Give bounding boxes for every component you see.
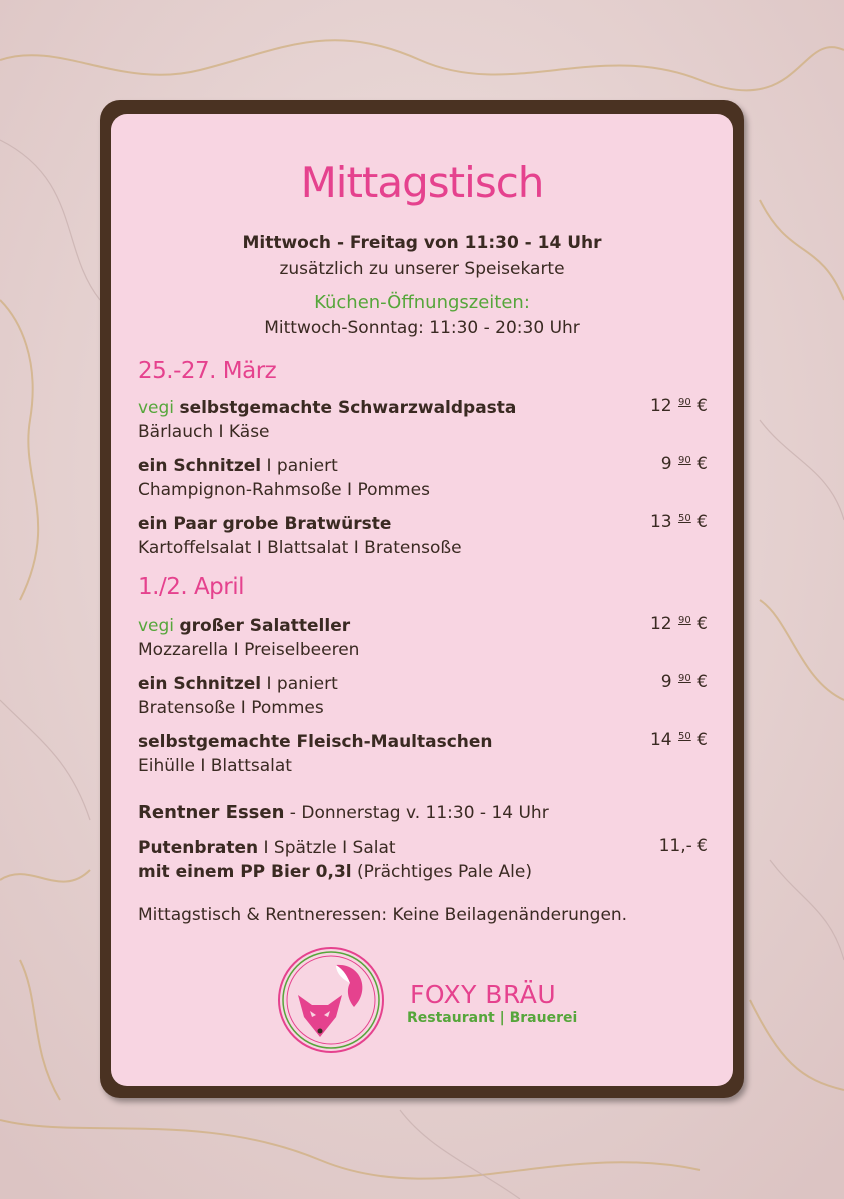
rentner-item: [138, 836, 708, 884]
footnote: Mittagstisch & Rentneressen: Keine Beilagenänderungen.: [138, 905, 628, 925]
menu-item: [138, 454, 708, 502]
kitchen-label: Küchen-Öffnungszeiten:: [314, 292, 530, 313]
rentner-heading: [138, 802, 549, 823]
item-price: 12 $^{90}$ €: [649, 614, 708, 634]
item-name: ein Paar grobe Bratwürste: [138, 514, 392, 534]
kitchen-hours: Mittwoch-Sonntag: 11:30 - 20:30 Uhr: [264, 318, 580, 338]
item-price: 14 $^{50}$ €: [649, 730, 708, 750]
page-title: Mittagstisch: [300, 158, 544, 207]
item-desc: Eihülle I Blattsalat: [138, 756, 292, 776]
logo-subtitle: Restaurant | Brauerei: [407, 1010, 578, 1026]
menu-item: [138, 672, 708, 720]
item-extra: I Spätzle I Salat: [258, 838, 396, 858]
item-desc: Bratensoße I Pommes: [138, 698, 324, 718]
logo-name: FOXY BRÄU: [410, 980, 557, 1009]
item-price: 12 $^{90}$ €: [649, 396, 708, 416]
date-heading-2: 1./2. April: [138, 574, 245, 600]
item-name: ein Schnitzel: [138, 456, 262, 476]
menu-item: [138, 614, 708, 662]
rentner-time: - Donnerstag v. 11:30 - 14 Uhr: [284, 803, 549, 823]
rentner-title: Rentner Essen: [138, 802, 285, 823]
item-price: 9 $^{90}$ €: [660, 454, 708, 474]
item-extra: I paniert: [261, 674, 338, 694]
item-desc: Mozzarella I Preiselbeeren: [138, 640, 360, 660]
item-desc: Kartoffelsalat I Blattsalat I Bratensoße: [138, 538, 462, 558]
item-beer-desc: (Prächtiges Pale Ale): [351, 862, 532, 882]
item-name: großer Salatteller: [179, 616, 351, 636]
item-name: selbstgemachte Schwarzwaldpasta: [179, 398, 517, 418]
item-price: 13 $^{50}$ €: [649, 512, 708, 532]
item-price: 9 $^{90}$ €: [660, 672, 708, 692]
item-name: Putenbraten: [138, 838, 259, 858]
item-desc: Champignon-Rahmsoße I Pommes: [138, 480, 430, 500]
item-name: ein Schnitzel: [138, 674, 262, 694]
menu-item: [138, 396, 708, 444]
item-extra: I paniert: [261, 456, 338, 476]
item-price: 11,- €: [658, 836, 708, 856]
item-desc: Bärlauch I Käse: [138, 422, 270, 442]
date-heading-1: 25.-27. März: [138, 358, 277, 384]
fox-logo-icon: [276, 945, 386, 1055]
hours-line: Mittwoch - Freitag von 11:30 - 14 Uhr: [242, 233, 602, 253]
menu-item: [138, 730, 708, 778]
menu-item: [138, 512, 708, 560]
vegi-tag: vegi: [138, 616, 175, 636]
item-beer: mit einem PP Bier 0,3l: [138, 862, 352, 882]
vegi-tag: vegi: [138, 398, 175, 418]
hours-subline: zusätzlich zu unserer Speisekarte: [279, 259, 565, 279]
item-name: selbstgemachte Fleisch-Maultaschen: [138, 732, 493, 752]
